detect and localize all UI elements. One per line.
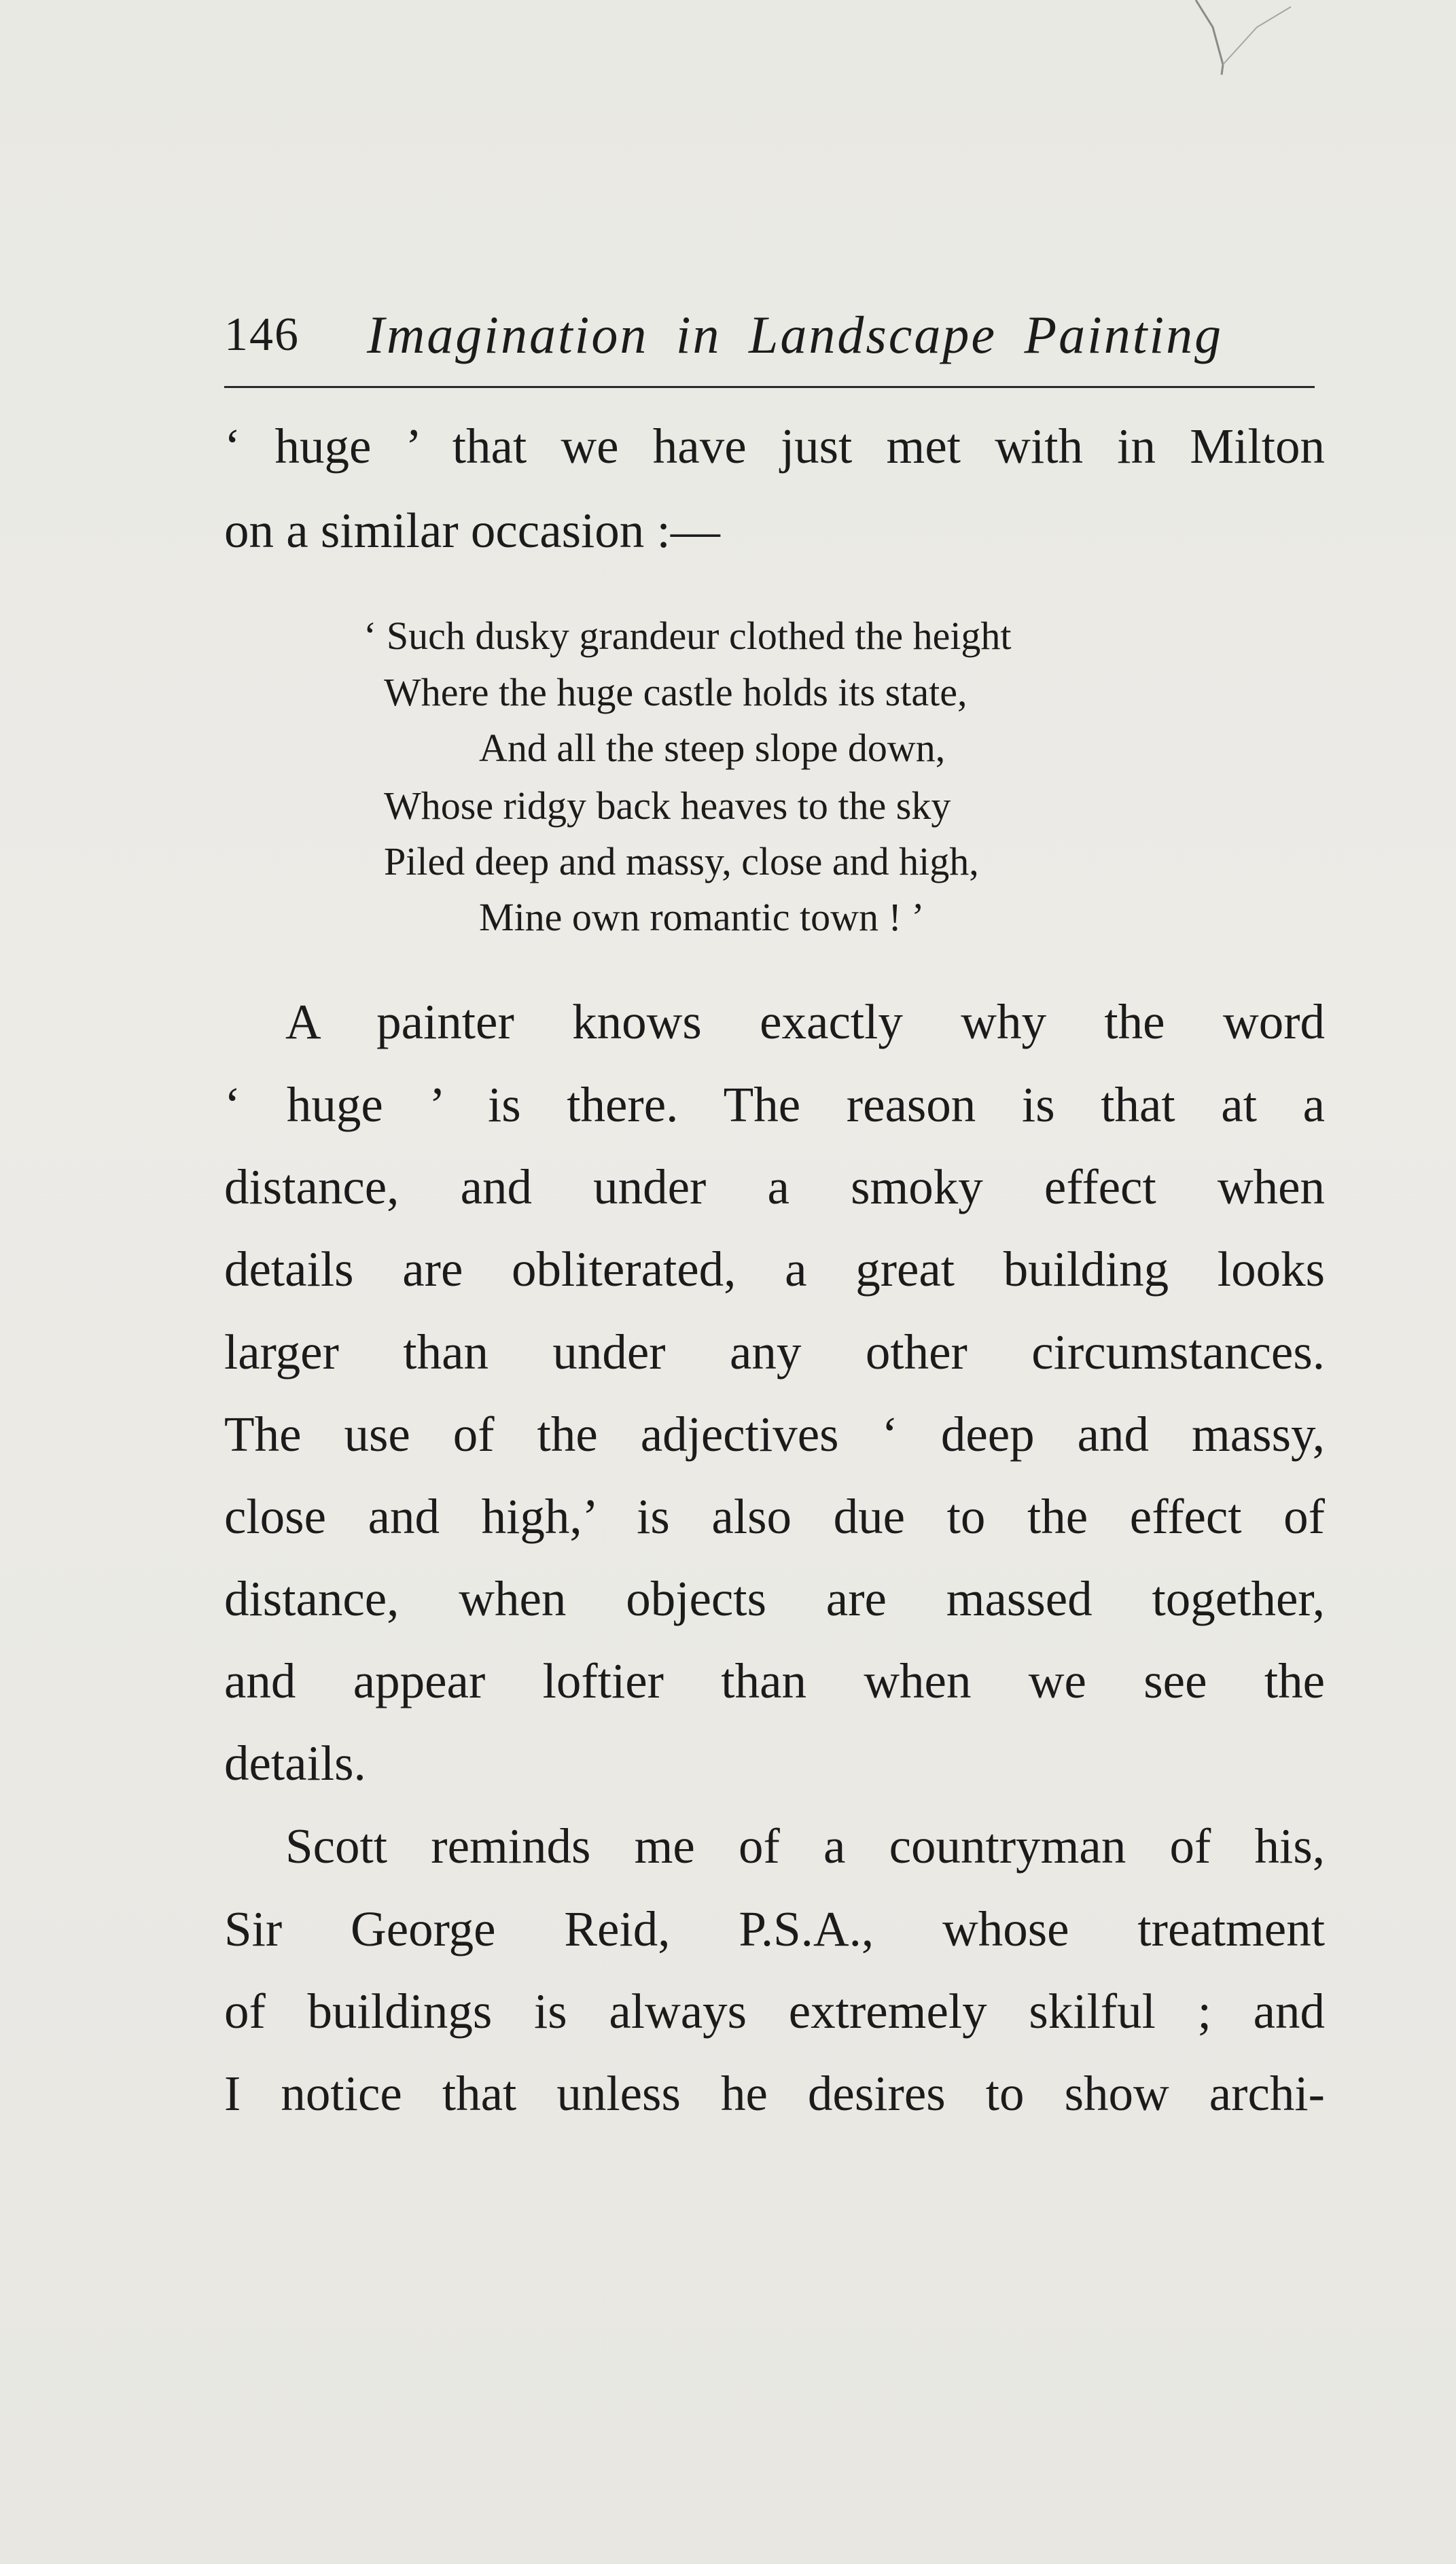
corner-tear-mark <box>1182 0 1304 82</box>
poem-line: Mine own romantic town ! ’ <box>479 895 925 939</box>
poem-line: ‘ Such dusky grandeur clothed the height <box>363 614 1012 658</box>
poem-line: And all the steep slope down, <box>479 726 946 770</box>
text-line: I notice that unless he desires to show archi- <box>224 2066 1325 2121</box>
text-line: details are obliterated, a great building looks <box>224 1242 1325 1297</box>
poem-line: Where the huge castle holds its state, <box>384 670 967 714</box>
running-title: Imagination in Landscape Painting <box>367 305 1224 364</box>
text-line: Scott reminds me of a countryman of his, <box>285 1819 1325 1874</box>
text-line: larger than under any other circumstances. <box>224 1324 1325 1380</box>
text-line: The use of the adjectives ‘ deep and massy, <box>224 1407 1325 1462</box>
page-number: 146 <box>224 309 300 361</box>
text-line: A painter knows exactly why the word <box>285 994 1325 1049</box>
text-line: close and high,’ is also due to the effect of <box>224 1489 1325 1544</box>
text-line: ‘ huge ’ is there. The reason is that at a <box>224 1077 1325 1132</box>
poem-line: Piled deep and massy, close and high, <box>384 839 979 883</box>
poem-line: Whose ridgy back heaves to the sky <box>384 784 951 828</box>
running-header <box>224 298 1311 372</box>
text-line: distance, when objects are massed together, <box>224 1571 1325 1626</box>
text-line: distance, and under a smoky effect when <box>224 1159 1325 1214</box>
text-line: and appear loftier than when we see the <box>224 1653 1325 1708</box>
text-line: ‘ huge ’ that we have just met with in Milton <box>224 419 1325 474</box>
text-line: on a similar occasion :— <box>224 503 720 558</box>
text-line: details. <box>224 1736 366 1791</box>
text-line: of buildings is always extremely skilful ; and <box>224 1984 1325 2039</box>
text-line: Sir George Reid, P.S.A., whose treatment <box>224 1901 1325 1956</box>
header-rule <box>224 386 1315 388</box>
